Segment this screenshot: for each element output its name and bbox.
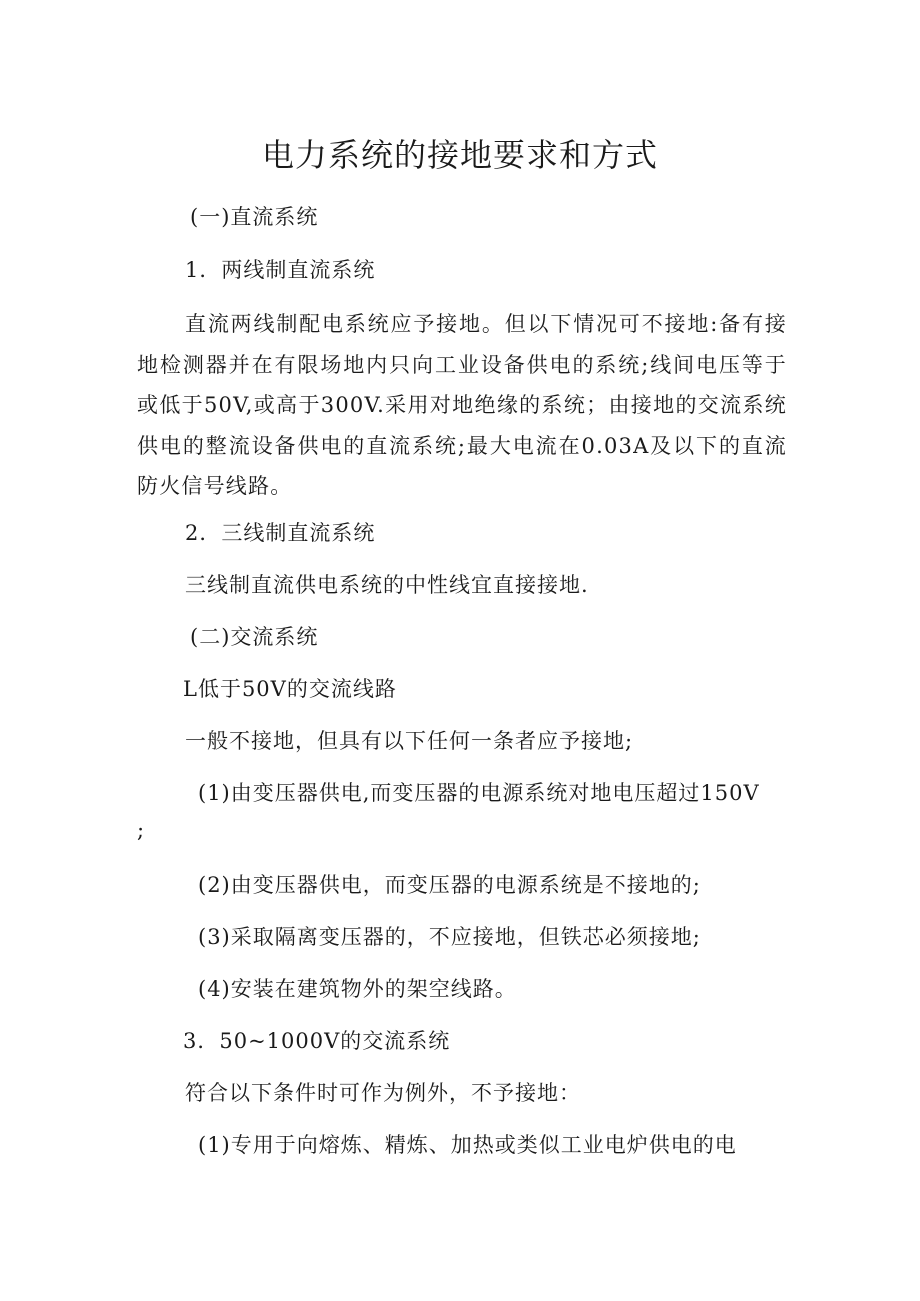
list-item-ac-low-3: (3)采取隔离变压器的，不应接地，但铁芯必须接地; bbox=[198, 925, 701, 949]
subsection-heading-dc-two-wire: 1．两线制直流系统 bbox=[185, 258, 376, 282]
section-heading-dc: (一)直流系统 bbox=[190, 205, 319, 229]
paragraph-dc-three-wire: 三线制直流供电系统的中性线宜直接接地. bbox=[185, 573, 589, 597]
list-item-ac-low-4: (4)安装在建筑物外的架空线路。 bbox=[198, 977, 517, 1001]
list-item-ac-low-2: (2)由变压器供电，而变压器的电源系统是不接地的; bbox=[198, 873, 701, 897]
section-heading-ac: (二)交流系统 bbox=[190, 625, 319, 649]
list-item-ac-low-1: (1)由变压器供电,而变压器的电源系统对地电压超过150V bbox=[198, 781, 760, 805]
paragraph-dc-two-wire: 直流两线制配电系统应予接地。但以下情况可不接地:备有接地检测器并在有限场地内只向工业设备供电的系统;线间电压等于或低于50V,或高于300V.采用对地绝缘的系统；由接地的交流系统供电的整流设备供电的直流系统;最大电流在0.03A及以下的直流防火信号线路。 bbox=[137, 312, 787, 498]
list-item-ac-mid-1: (1)专用于向熔炼、精炼、加热或类似工业电炉供电的电 bbox=[198, 1133, 737, 1157]
paragraph-ac-low-intro: 一般不接地，但具有以下任何一条者应予接地; bbox=[185, 729, 634, 753]
paragraph-ac-mid-intro: 符合以下条件时可作为例外，不予接地： bbox=[185, 1081, 581, 1105]
list-item-ac-low-1-continued: ; bbox=[137, 818, 146, 842]
subsection-heading-ac-low: L低于50V的交流线路 bbox=[183, 677, 397, 701]
subsection-heading-ac-mid: 3．50~1000V的交流系统 bbox=[183, 1029, 451, 1053]
page-title: 电力系统的接地要求和方式 bbox=[261, 136, 658, 174]
subsection-heading-dc-three-wire: 2．三线制直流系统 bbox=[185, 521, 376, 545]
